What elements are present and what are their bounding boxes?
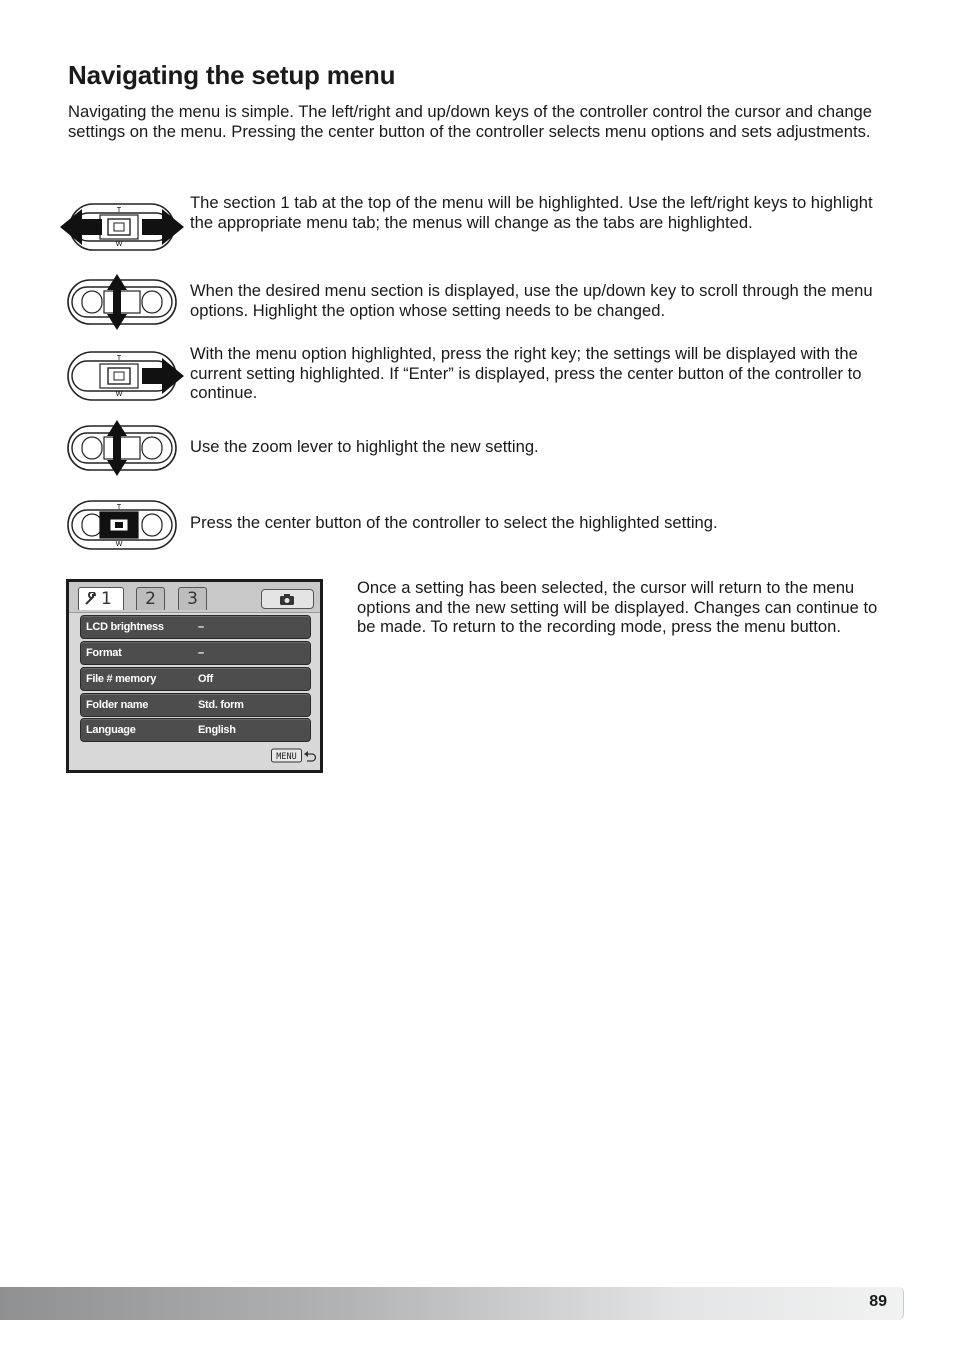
page-number: 89 <box>869 1293 887 1310</box>
tab-2[interactable]: 2 <box>136 587 165 610</box>
wide-label: W <box>115 391 123 398</box>
menu-row-value: Std. form <box>198 699 244 711</box>
right-arrow-icon <box>60 346 184 406</box>
menu-row-label: LCD brightness <box>86 621 164 633</box>
step-1-text: The section 1 tab at the top of the menu will be highlighted. Use the left/right keys to highlight the appropriate menu tab; the menus will change as the tabs are highlighted. <box>190 193 873 232</box>
menu-row-value: Off <box>198 673 213 685</box>
up-down-arrows-icon <box>60 420 184 480</box>
step-4-text: Use the zoom lever to highlight the new setting. <box>190 437 539 456</box>
tab-1[interactable] <box>78 587 124 610</box>
lcd-caption: Once a setting has been selected, the cursor will return to the menu options and the new setting will be displayed. Changes can continue to be made. To return to the recording mode, press the menu button. <box>357 578 878 636</box>
left-right-arrows-icon <box>60 196 184 256</box>
menu-row-value: – <box>198 621 204 633</box>
center-button-icon <box>60 495 184 555</box>
wide-label: W <box>115 541 123 548</box>
menu-tab-bar <box>69 582 320 613</box>
camera-tab[interactable] <box>261 589 314 609</box>
tele-label: T <box>116 355 122 362</box>
up-down-arrows-icon <box>60 272 184 332</box>
menu-row-format[interactable] <box>80 641 311 665</box>
menu-back-icon[interactable] <box>271 748 317 763</box>
page-title: Navigating the setup menu <box>68 60 396 90</box>
tele-label: T <box>116 207 122 214</box>
menu-row-file-memory[interactable] <box>80 667 311 691</box>
step-2-text: When the desired menu section is displayed, use the up/down key to scroll through the menu options. Highlight the option whose setting needs to be changed. <box>190 281 873 320</box>
page-footer-bar <box>0 1287 904 1320</box>
step-3-text: With the menu option highlighted, press the right key; the settings will be displayed with the current setting highlighted. If “Enter” is displayed, press the center button of the controller to continue. <box>190 344 862 402</box>
menu-row-language[interactable] <box>80 718 311 742</box>
menu-row-folder-name[interactable] <box>80 693 311 717</box>
tab-1-label: 1 <box>101 589 112 609</box>
menu-label: MENU <box>276 752 297 762</box>
wrench-icon <box>84 592 98 606</box>
menu-row-label: Language <box>86 724 136 736</box>
wide-label: W <box>115 241 123 248</box>
lcd-menu-screenshot <box>66 579 323 773</box>
tele-label: T <box>116 504 122 511</box>
menu-row-lcd-brightness[interactable] <box>80 615 311 639</box>
menu-row-value: – <box>198 647 204 659</box>
intro-paragraph: Navigating the menu is simple. The left/right and up/down keys of the controller control the cursor and change settings on the menu. Pressing the center button of the controller selects menu options and sets adjustments. <box>68 102 873 141</box>
camera-icon <box>279 593 295 605</box>
menu-row-label: Format <box>86 647 122 659</box>
menu-row-label: Folder name <box>86 699 149 711</box>
step-5-text: Press the center button of the controller to select the highlighted setting. <box>190 513 718 532</box>
menu-row-label: File # memory <box>86 673 157 685</box>
menu-row-value: English <box>198 724 236 736</box>
tab-3[interactable]: 3 <box>178 587 207 610</box>
